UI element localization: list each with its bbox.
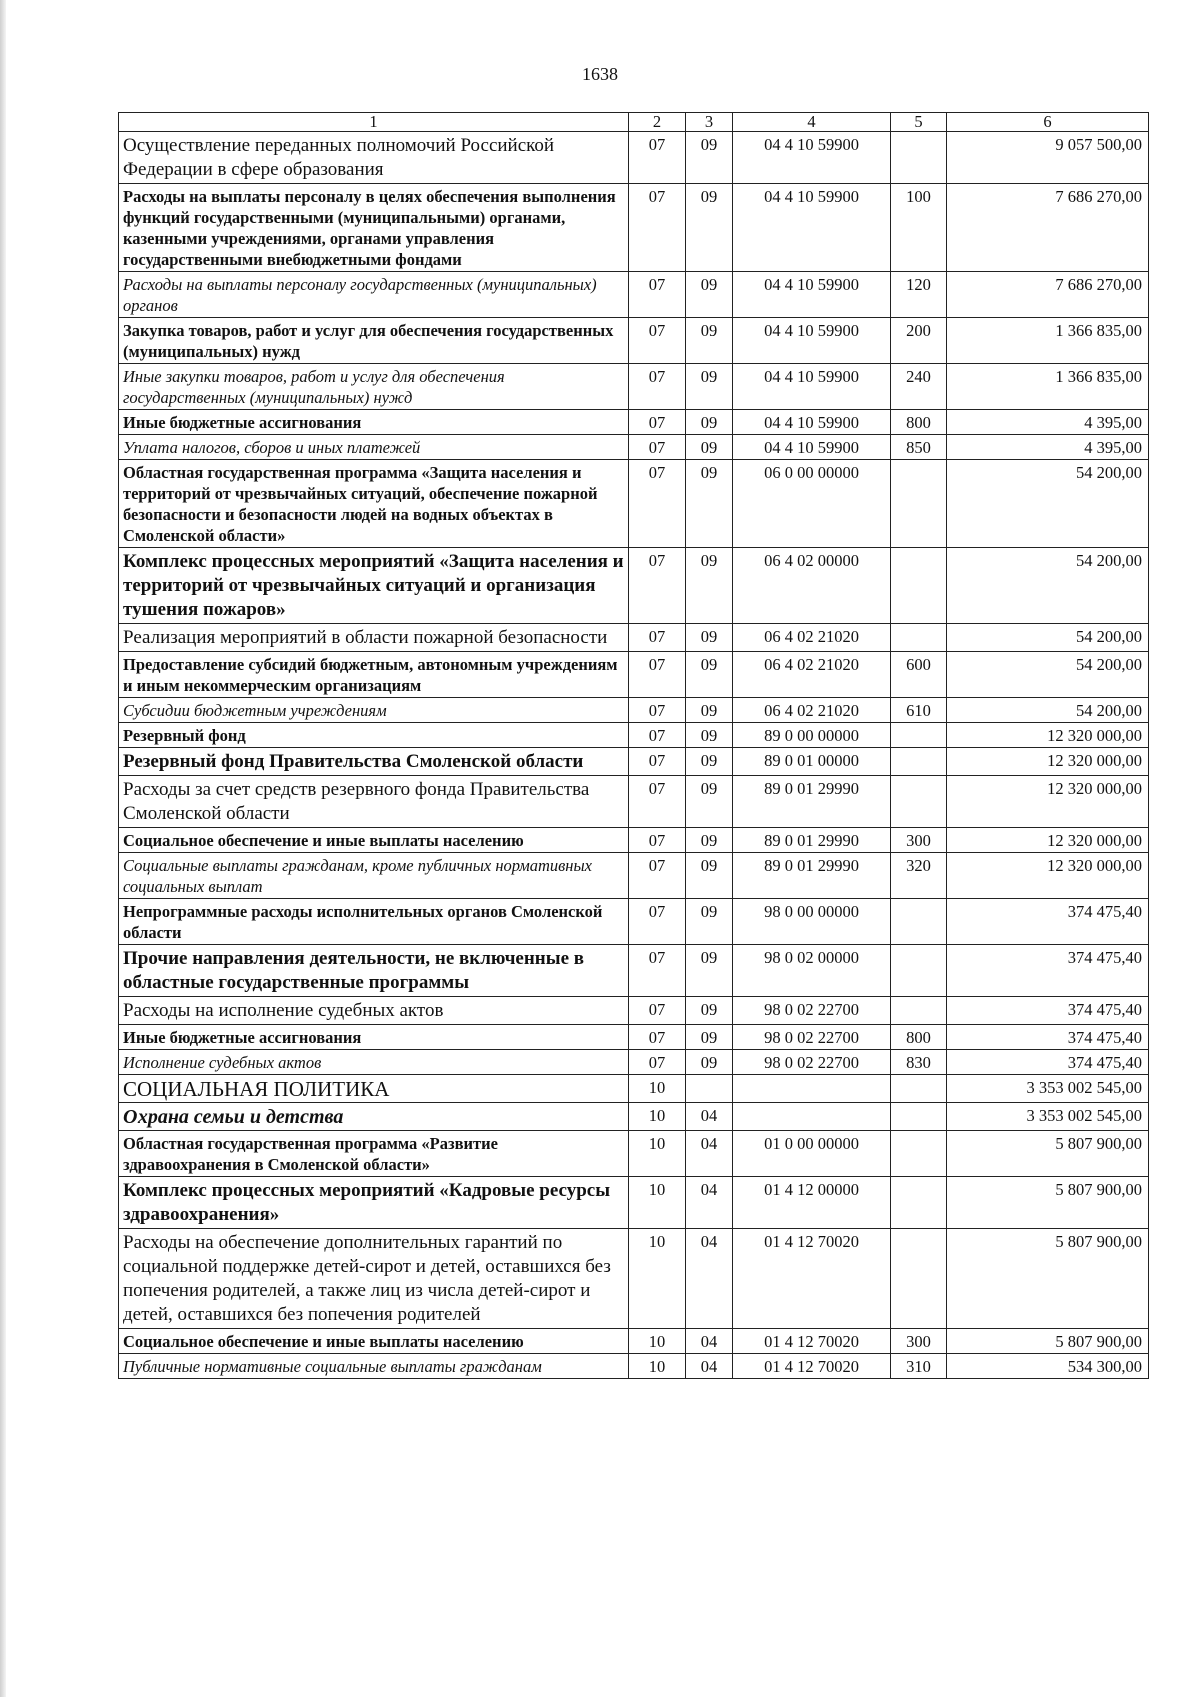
- target-article-code-cell: 06 0 00 00000: [733, 460, 891, 548]
- section-code-cell: 07: [629, 723, 686, 748]
- row-name-cell: Расходы на выплаты персоналу государственных (муниципальных) органов: [119, 272, 629, 318]
- row-name-cell: Областная государственная программа «Развитие здравоохранения в Смоленской области»: [119, 1131, 629, 1177]
- table-row: [119, 652, 1149, 698]
- subsection-code-cell: 09: [686, 997, 733, 1025]
- expense-type-code-cell: [891, 1177, 947, 1229]
- subsection-code-cell: 04: [686, 1177, 733, 1229]
- amount-cell: 4 395,00: [947, 410, 1149, 435]
- expense-type-code-cell: [891, 945, 947, 997]
- subsection-code-cell: 09: [686, 410, 733, 435]
- expense-type-code-cell: [891, 1131, 947, 1177]
- section-code-cell: 07: [629, 945, 686, 997]
- section-code-cell: 10: [629, 1329, 686, 1354]
- expense-type-code-cell: 600: [891, 652, 947, 698]
- table-row: [119, 272, 1149, 318]
- amount-cell: 12 320 000,00: [947, 748, 1149, 776]
- amount-cell: 1 366 835,00: [947, 364, 1149, 410]
- row-name-cell: Расходы на исполнение судебных актов: [119, 997, 629, 1025]
- target-article-code-cell: 98 0 00 00000: [733, 899, 891, 945]
- amount-cell: 5 807 900,00: [947, 1131, 1149, 1177]
- expense-type-code-cell: 240: [891, 364, 947, 410]
- expense-type-code-cell: [891, 997, 947, 1025]
- amount-cell: 54 200,00: [947, 652, 1149, 698]
- amount-cell: 5 807 900,00: [947, 1229, 1149, 1329]
- table-row: [119, 132, 1149, 184]
- row-name-cell: Резервный фонд Правительства Смоленской области: [119, 748, 629, 776]
- expense-type-code-cell: 320: [891, 853, 947, 899]
- subsection-code-cell: 09: [686, 652, 733, 698]
- subsection-code-cell: 09: [686, 364, 733, 410]
- section-code-cell: 07: [629, 624, 686, 652]
- row-name-cell: Исполнение судебных актов: [119, 1050, 629, 1075]
- row-name-cell: Расходы за счет средств резервного фонда Правительства Смоленской области: [119, 776, 629, 828]
- subsection-code-cell: 09: [686, 318, 733, 364]
- target-article-code-cell: 01 0 00 00000: [733, 1131, 891, 1177]
- expense-type-code-cell: [891, 1229, 947, 1329]
- table-row: [119, 410, 1149, 435]
- section-code-cell: 07: [629, 853, 686, 899]
- section-code-cell: 07: [629, 698, 686, 723]
- target-article-code-cell: 04 4 10 59900: [733, 184, 891, 272]
- column-header: 1: [119, 113, 629, 132]
- section-code-cell: 07: [629, 318, 686, 364]
- table-row: [119, 853, 1149, 899]
- row-name-cell: Иные бюджетные ассигнования: [119, 410, 629, 435]
- row-name-cell: Комплекс процессных мероприятий «Кадровые ресурсы здравоохранения»: [119, 1177, 629, 1229]
- row-name-cell: Иные бюджетные ассигнования: [119, 1025, 629, 1050]
- amount-cell: 12 320 000,00: [947, 853, 1149, 899]
- subsection-code-cell: 04: [686, 1354, 733, 1379]
- row-name-cell: Реализация мероприятий в области пожарной безопасности: [119, 624, 629, 652]
- table-row: [119, 748, 1149, 776]
- target-article-code-cell: 89 0 01 29990: [733, 853, 891, 899]
- target-article-code-cell: 98 0 02 22700: [733, 1025, 891, 1050]
- table-row: [119, 1354, 1149, 1379]
- table-row: [119, 460, 1149, 548]
- amount-cell: 1 366 835,00: [947, 318, 1149, 364]
- subsection-code-cell: 09: [686, 853, 733, 899]
- amount-cell: 3 353 002 545,00: [947, 1075, 1149, 1103]
- expense-type-code-cell: 310: [891, 1354, 947, 1379]
- subsection-code-cell: [686, 1075, 733, 1103]
- section-code-cell: 07: [629, 997, 686, 1025]
- row-name-cell: Субсидии бюджетным учреждениям: [119, 698, 629, 723]
- target-article-code-cell: 04 4 10 59900: [733, 318, 891, 364]
- table-row: [119, 1075, 1149, 1103]
- column-header: 2: [629, 113, 686, 132]
- expense-type-code-cell: [891, 776, 947, 828]
- target-article-code-cell: 06 4 02 00000: [733, 548, 891, 624]
- target-article-code-cell: 04 4 10 59900: [733, 132, 891, 184]
- section-code-cell: 07: [629, 184, 686, 272]
- subsection-code-cell: 09: [686, 698, 733, 723]
- table-row: [119, 899, 1149, 945]
- expense-type-code-cell: [891, 460, 947, 548]
- amount-cell: 5 807 900,00: [947, 1329, 1149, 1354]
- amount-cell: 12 320 000,00: [947, 828, 1149, 853]
- table-row: [119, 828, 1149, 853]
- row-name-cell: Социальное обеспечение и иные выплаты населению: [119, 828, 629, 853]
- table-row: [119, 776, 1149, 828]
- subsection-code-cell: 09: [686, 748, 733, 776]
- target-article-code-cell: 89 0 00 00000: [733, 723, 891, 748]
- row-name-cell: Прочие направления деятельности, не включенные в областные государственные программы: [119, 945, 629, 997]
- target-article-code-cell: 89 0 01 00000: [733, 748, 891, 776]
- target-article-code-cell: 01 4 12 70020: [733, 1229, 891, 1329]
- table-row: [119, 1103, 1149, 1131]
- section-code-cell: 07: [629, 1050, 686, 1075]
- section-code-cell: 07: [629, 828, 686, 853]
- subsection-code-cell: 09: [686, 1050, 733, 1075]
- section-code-cell: 07: [629, 776, 686, 828]
- target-article-code-cell: 98 0 02 00000: [733, 945, 891, 997]
- section-code-cell: 10: [629, 1103, 686, 1131]
- target-article-code-cell: 89 0 01 29990: [733, 828, 891, 853]
- target-article-code-cell: 06 4 02 21020: [733, 624, 891, 652]
- target-article-code-cell: 06 4 02 21020: [733, 652, 891, 698]
- row-name-cell: Социальное обеспечение и иные выплаты населению: [119, 1329, 629, 1354]
- amount-cell: 3 353 002 545,00: [947, 1103, 1149, 1131]
- section-code-cell: 07: [629, 652, 686, 698]
- expense-type-code-cell: [891, 624, 947, 652]
- expense-type-code-cell: [891, 748, 947, 776]
- row-name-cell: Комплекс процессных мероприятий «Защита населения и территорий от чрезвычайных ситуаций и организация тушения пожаров»: [119, 548, 629, 624]
- row-name-cell: Непрограммные расходы исполнительных органов Смоленской области: [119, 899, 629, 945]
- subsection-code-cell: 09: [686, 435, 733, 460]
- expense-type-code-cell: 100: [891, 184, 947, 272]
- expense-type-code-cell: [891, 1075, 947, 1103]
- subsection-code-cell: 04: [686, 1329, 733, 1354]
- target-article-code-cell: 98 0 02 22700: [733, 997, 891, 1025]
- section-code-cell: 10: [629, 1354, 686, 1379]
- budget-table: [118, 112, 1149, 1379]
- expense-type-code-cell: [891, 1103, 947, 1131]
- expense-type-code-cell: [891, 723, 947, 748]
- budget-table-body: [119, 113, 1149, 1379]
- section-code-cell: 10: [629, 1131, 686, 1177]
- subsection-code-cell: 04: [686, 1229, 733, 1329]
- target-article-code-cell: [733, 1075, 891, 1103]
- expense-type-code-cell: [891, 132, 947, 184]
- subsection-code-cell: 09: [686, 272, 733, 318]
- amount-cell: 7 686 270,00: [947, 272, 1149, 318]
- table-row: [119, 1177, 1149, 1229]
- row-name-cell: Уплата налогов, сборов и иных платежей: [119, 435, 629, 460]
- amount-cell: 54 200,00: [947, 548, 1149, 624]
- column-header: 3: [686, 113, 733, 132]
- table-row: [119, 1229, 1149, 1329]
- section-code-cell: 10: [629, 1229, 686, 1329]
- row-name-cell: Предоставление субсидий бюджетным, автономным учреждениям и иным некоммерческим организациям: [119, 652, 629, 698]
- subsection-code-cell: 04: [686, 1103, 733, 1131]
- section-code-cell: 07: [629, 548, 686, 624]
- section-code-cell: 07: [629, 132, 686, 184]
- table-row: [119, 723, 1149, 748]
- section-code-cell: 07: [629, 410, 686, 435]
- target-article-code-cell: 04 4 10 59900: [733, 435, 891, 460]
- amount-cell: 5 807 900,00: [947, 1177, 1149, 1229]
- amount-cell: 374 475,40: [947, 1050, 1149, 1075]
- subsection-code-cell: 04: [686, 1131, 733, 1177]
- subsection-code-cell: 09: [686, 899, 733, 945]
- expense-type-code-cell: 800: [891, 1025, 947, 1050]
- column-header: 4: [733, 113, 891, 132]
- table-row: [119, 945, 1149, 997]
- amount-cell: 374 475,40: [947, 1025, 1149, 1050]
- expense-type-code-cell: 610: [891, 698, 947, 723]
- table-header-row: [119, 113, 1149, 132]
- target-article-code-cell: 04 4 10 59900: [733, 272, 891, 318]
- table-row: [119, 364, 1149, 410]
- row-name-cell: Социальные выплаты гражданам, кроме публичных нормативных социальных выплат: [119, 853, 629, 899]
- table-row: [119, 698, 1149, 723]
- column-header: 5: [891, 113, 947, 132]
- expense-type-code-cell: [891, 899, 947, 945]
- expense-type-code-cell: [891, 548, 947, 624]
- row-name-cell: СОЦИАЛЬНАЯ ПОЛИТИКА: [119, 1075, 629, 1103]
- subsection-code-cell: 09: [686, 460, 733, 548]
- subsection-code-cell: 09: [686, 776, 733, 828]
- amount-cell: 374 475,40: [947, 945, 1149, 997]
- section-code-cell: 07: [629, 748, 686, 776]
- scan-edge-shadow: [0, 0, 6, 1697]
- subsection-code-cell: 09: [686, 723, 733, 748]
- subsection-code-cell: 09: [686, 184, 733, 272]
- column-header: 6: [947, 113, 1149, 132]
- target-article-code-cell: 89 0 01 29990: [733, 776, 891, 828]
- row-name-cell: Резервный фонд: [119, 723, 629, 748]
- target-article-code-cell: 06 4 02 21020: [733, 698, 891, 723]
- page-number: 1638: [582, 64, 618, 84]
- row-name-cell: Областная государственная программа «Защита населения и территорий от чрезвычайных ситуаций, обеспечение пожарной безопасности и безопасности людей на водных объектах в Смоленской области»: [119, 460, 629, 548]
- table-row: [119, 318, 1149, 364]
- amount-cell: 534 300,00: [947, 1354, 1149, 1379]
- target-article-code-cell: 01 4 12 00000: [733, 1177, 891, 1229]
- section-code-cell: 07: [629, 435, 686, 460]
- amount-cell: 374 475,40: [947, 997, 1149, 1025]
- expense-type-code-cell: 300: [891, 1329, 947, 1354]
- section-code-cell: 10: [629, 1075, 686, 1103]
- target-article-code-cell: 01 4 12 70020: [733, 1329, 891, 1354]
- amount-cell: 7 686 270,00: [947, 184, 1149, 272]
- expense-type-code-cell: 830: [891, 1050, 947, 1075]
- section-code-cell: 07: [629, 1025, 686, 1050]
- row-name-cell: Охрана семьи и детства: [119, 1103, 629, 1131]
- subsection-code-cell: 09: [686, 624, 733, 652]
- section-code-cell: 10: [629, 1177, 686, 1229]
- row-name-cell: Публичные нормативные социальные выплаты гражданам: [119, 1354, 629, 1379]
- target-article-code-cell: 01 4 12 70020: [733, 1354, 891, 1379]
- row-name-cell: Осуществление переданных полномочий Российской Федерации в сфере образования: [119, 132, 629, 184]
- table-row: [119, 1025, 1149, 1050]
- row-name-cell: Закупка товаров, работ и услуг для обеспечения государственных (муниципальных) нужд: [119, 318, 629, 364]
- subsection-code-cell: 09: [686, 548, 733, 624]
- table-row: [119, 997, 1149, 1025]
- amount-cell: 54 200,00: [947, 698, 1149, 723]
- expense-type-code-cell: 800: [891, 410, 947, 435]
- amount-cell: 4 395,00: [947, 435, 1149, 460]
- table-row: [119, 435, 1149, 460]
- subsection-code-cell: 09: [686, 132, 733, 184]
- target-article-code-cell: 98 0 02 22700: [733, 1050, 891, 1075]
- subsection-code-cell: 09: [686, 1025, 733, 1050]
- section-code-cell: 07: [629, 899, 686, 945]
- target-article-code-cell: [733, 1103, 891, 1131]
- amount-cell: 12 320 000,00: [947, 723, 1149, 748]
- expense-type-code-cell: 300: [891, 828, 947, 853]
- table-row: [119, 184, 1149, 272]
- target-article-code-cell: 04 4 10 59900: [733, 410, 891, 435]
- amount-cell: 54 200,00: [947, 624, 1149, 652]
- expense-type-code-cell: 200: [891, 318, 947, 364]
- amount-cell: 9 057 500,00: [947, 132, 1149, 184]
- amount-cell: 374 475,40: [947, 899, 1149, 945]
- row-name-cell: Расходы на обеспечение дополнительных гарантий по социальной поддержке детей-сирот и детей, оставшихся без попечения родителей, а также лиц из числа детей-сирот и детей, оставшихся без попечения родителей: [119, 1229, 629, 1329]
- table-row: [119, 548, 1149, 624]
- subsection-code-cell: 09: [686, 945, 733, 997]
- target-article-code-cell: 04 4 10 59900: [733, 364, 891, 410]
- section-code-cell: 07: [629, 272, 686, 318]
- table-row: [119, 1329, 1149, 1354]
- section-code-cell: 07: [629, 364, 686, 410]
- expense-type-code-cell: 120: [891, 272, 947, 318]
- row-name-cell: Иные закупки товаров, работ и услуг для обеспечения государственных (муниципальных) нужд: [119, 364, 629, 410]
- expense-type-code-cell: 850: [891, 435, 947, 460]
- table-row: [119, 1050, 1149, 1075]
- table-row: [119, 624, 1149, 652]
- table-row: [119, 1131, 1149, 1177]
- section-code-cell: 07: [629, 460, 686, 548]
- amount-cell: 54 200,00: [947, 460, 1149, 548]
- amount-cell: 12 320 000,00: [947, 776, 1149, 828]
- subsection-code-cell: 09: [686, 828, 733, 853]
- row-name-cell: Расходы на выплаты персоналу в целях обеспечения выполнения функций государственными (муниципальными) органами, казенными учреждениями, органами управления государственными внебюджетными фондами: [119, 184, 629, 272]
